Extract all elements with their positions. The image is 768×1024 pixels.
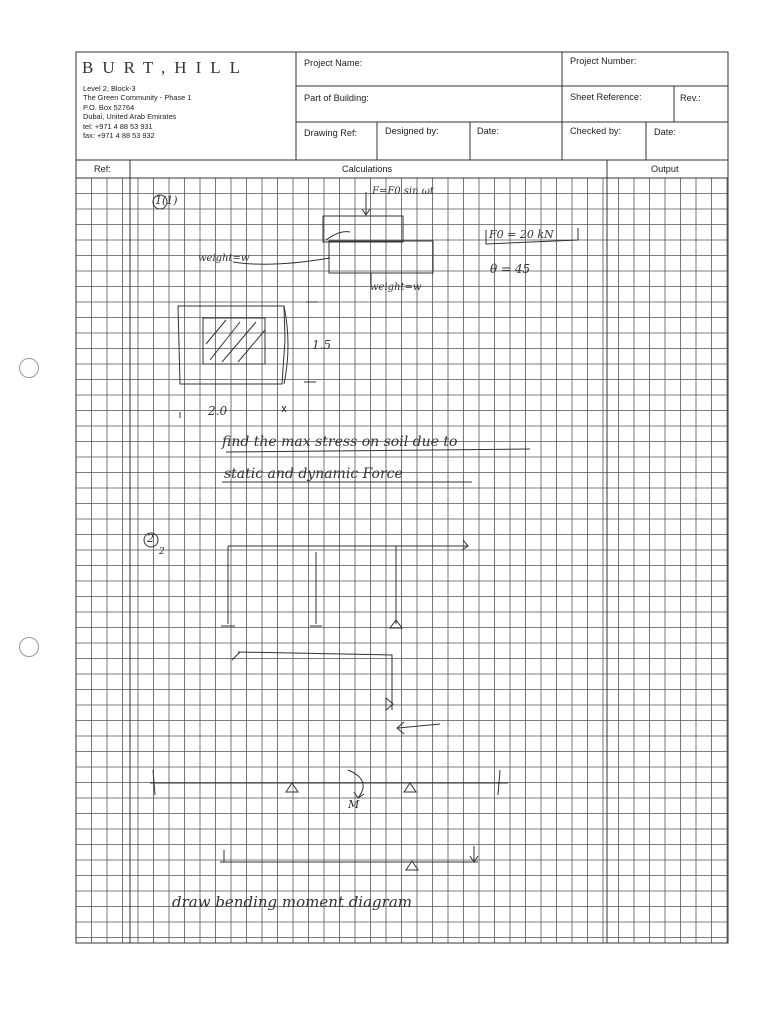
- drawing-ref-label: Drawing Ref:: [304, 128, 358, 138]
- question-1-text-line-2: static and dynamic Force: [224, 466, 403, 482]
- address-line: The Green Community - Phase 1: [83, 93, 192, 103]
- sheet-reference-label: Sheet Reference:: [570, 92, 642, 102]
- theta-value: θ = 45: [490, 262, 531, 276]
- project-name-label: Project Name:: [304, 58, 363, 68]
- calculations-column-header: Calculations: [342, 164, 393, 174]
- date-label: Date:: [477, 126, 499, 136]
- date-label-checked: Date:: [654, 127, 676, 137]
- address-line: fax: +971 4 88 53 932: [83, 131, 155, 141]
- width-dimension: 2.0: [208, 404, 228, 418]
- company-logo: BURT,HILL: [82, 58, 250, 77]
- address-line: Dubai, United Arab Emirates: [83, 112, 177, 122]
- company-address: [83, 84, 191, 140]
- checked-by-label: Checked by:: [570, 126, 622, 136]
- sketches: [144, 192, 578, 870]
- f0-value: F0 = 20 kN: [489, 228, 554, 241]
- rev-label: Rev.:: [680, 93, 701, 103]
- weight-label-left: weight=w: [198, 253, 250, 264]
- weight-label-bottom: weight=w: [370, 282, 422, 293]
- address-line: tel: +971 4 88 53 931: [83, 121, 153, 131]
- address-line: Level 2, Block-3: [83, 84, 136, 93]
- address-line: P.O. Box 52764: [83, 102, 135, 112]
- ref-column-header: Ref:: [94, 164, 111, 174]
- project-number-label: Project Number:: [570, 56, 637, 66]
- moment-label: M: [348, 798, 360, 811]
- force-label: F=F0 sin ωt: [372, 186, 434, 197]
- question-1-number: 1(1): [155, 194, 178, 207]
- question-1-text-line-1: find the max stress on soil due to: [222, 434, 458, 450]
- designed-by-label: Designed by:: [385, 126, 439, 136]
- output-column-header: Output: [651, 164, 679, 174]
- part-of-building-label: Part of Building:: [304, 93, 369, 103]
- question-2-sub: 2: [159, 547, 165, 557]
- question-2-number: 2: [147, 532, 154, 545]
- height-dimension: 1.5: [312, 338, 332, 352]
- question-3-text: draw bending moment diagram: [172, 893, 412, 911]
